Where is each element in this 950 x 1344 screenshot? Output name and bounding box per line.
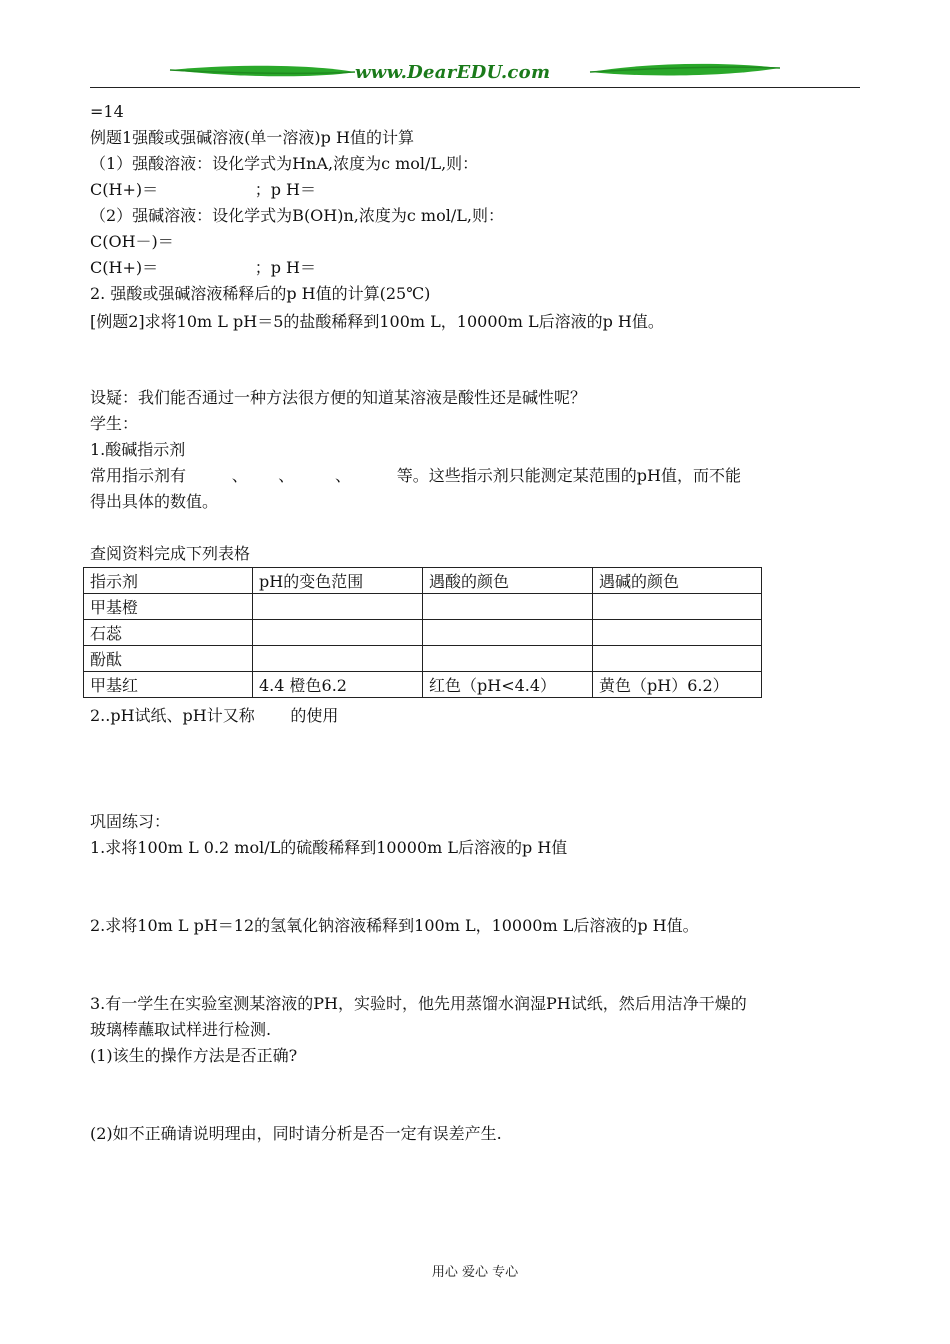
table-cell (423, 620, 593, 646)
practice-question-2: 2.求将10m L pH＝12的氢氧化钠溶液稀释到100m L，10000m L后溶液的p H值。 (90, 916, 699, 935)
text-line: 学生： (90, 414, 139, 433)
example1-heading: 例题1强酸或强碱溶液(单一溶液)p H值的计算 (90, 128, 414, 147)
table-cell (593, 646, 762, 672)
text-line: =14 (90, 102, 124, 121)
table-cell: 石蕊 (84, 620, 253, 646)
example2-text: [例题2]求将10m L pH＝5的盐酸稀释到100m L，10000m L后溶液的p H值。 (90, 312, 664, 331)
sub-question-1: (1)该生的操作方法是否正确? (90, 1046, 298, 1065)
table-cell: 4.4 橙色6.2 (253, 672, 423, 698)
page-footer: 用心 爱心 专心 (431, 1265, 519, 1280)
table-cell (593, 620, 762, 646)
table-cell (253, 620, 423, 646)
table-header-cell: 指示剂 (84, 568, 253, 594)
table-cell: 红色（pH<4.4） (423, 672, 593, 698)
section-heading: 1.酸碱指示剂 (90, 440, 186, 459)
table-header-cell: 遇碱的颜色 (593, 568, 762, 594)
text-line: 得出具体的数值。 (90, 492, 219, 511)
header-rule (90, 87, 860, 88)
table-row (84, 594, 762, 620)
text-line: （1）强酸溶液：设化学式为HnA,浓度为c mol/L,则： (90, 154, 479, 173)
table-header-row (84, 568, 762, 594)
text-line: 玻璃棒蘸取试样进行检测. (90, 1020, 272, 1039)
table-header-cell: pH的变色范围 (253, 568, 423, 594)
table-cell: 黄色（pH）6.2） (593, 672, 762, 698)
table-cell: 酚酞 (84, 646, 253, 672)
table-cell (593, 594, 762, 620)
text-line: 常用指示剂有 、 、 、 等。这些指示剂只能测定某范围的pH值，而不能 (90, 466, 741, 485)
text-line: C(H+)＝ ；p H＝ (90, 258, 317, 277)
table-row (84, 646, 762, 672)
table-row (84, 672, 762, 698)
table-header-cell: 遇酸的颜色 (423, 568, 593, 594)
table-caption: 查阅资料完成下列表格 (90, 544, 251, 563)
table-cell (253, 646, 423, 672)
section-heading: 2..pH试纸、pH计又称 的使用 (90, 706, 339, 725)
text-line: C(H+)＝ ；p H＝ (90, 180, 317, 199)
table-cell (423, 646, 593, 672)
practice-question-1: 1.求将100m L 0.2 mol/L的硫酸稀释到10000m L后溶液的p H值 (90, 838, 568, 857)
table-row (84, 620, 762, 646)
table-cell (253, 594, 423, 620)
indicator-table (83, 567, 762, 698)
table-cell (423, 594, 593, 620)
question-text: 设疑：我们能否通过一种方法很方便的知道某溶液是酸性还是碱性呢？ (90, 388, 587, 407)
text-line: C(OH－)＝ (90, 232, 174, 251)
sub-question-2: (2)如不正确请说明理由，同时请分析是否一定有误差产生. (90, 1124, 502, 1143)
practice-heading: 巩固练习： (90, 812, 171, 831)
section-heading: 2. 强酸或强碱溶液稀释后的p H值的计算(25℃) (90, 284, 431, 303)
practice-question-3: 3.有一学生在实验室测某溶液的PH，实验时，他先用蒸馏水润湿PH试纸，然后用洁净干燥的 (90, 994, 747, 1013)
site-logo-text: www.DearEDU.com (355, 62, 551, 83)
text-line: （2）强碱溶液：设化学式为B(OH)n,浓度为c mol/L,则： (90, 206, 504, 225)
table-cell: 甲基红 (84, 672, 253, 698)
table-cell: 甲基橙 (84, 594, 253, 620)
